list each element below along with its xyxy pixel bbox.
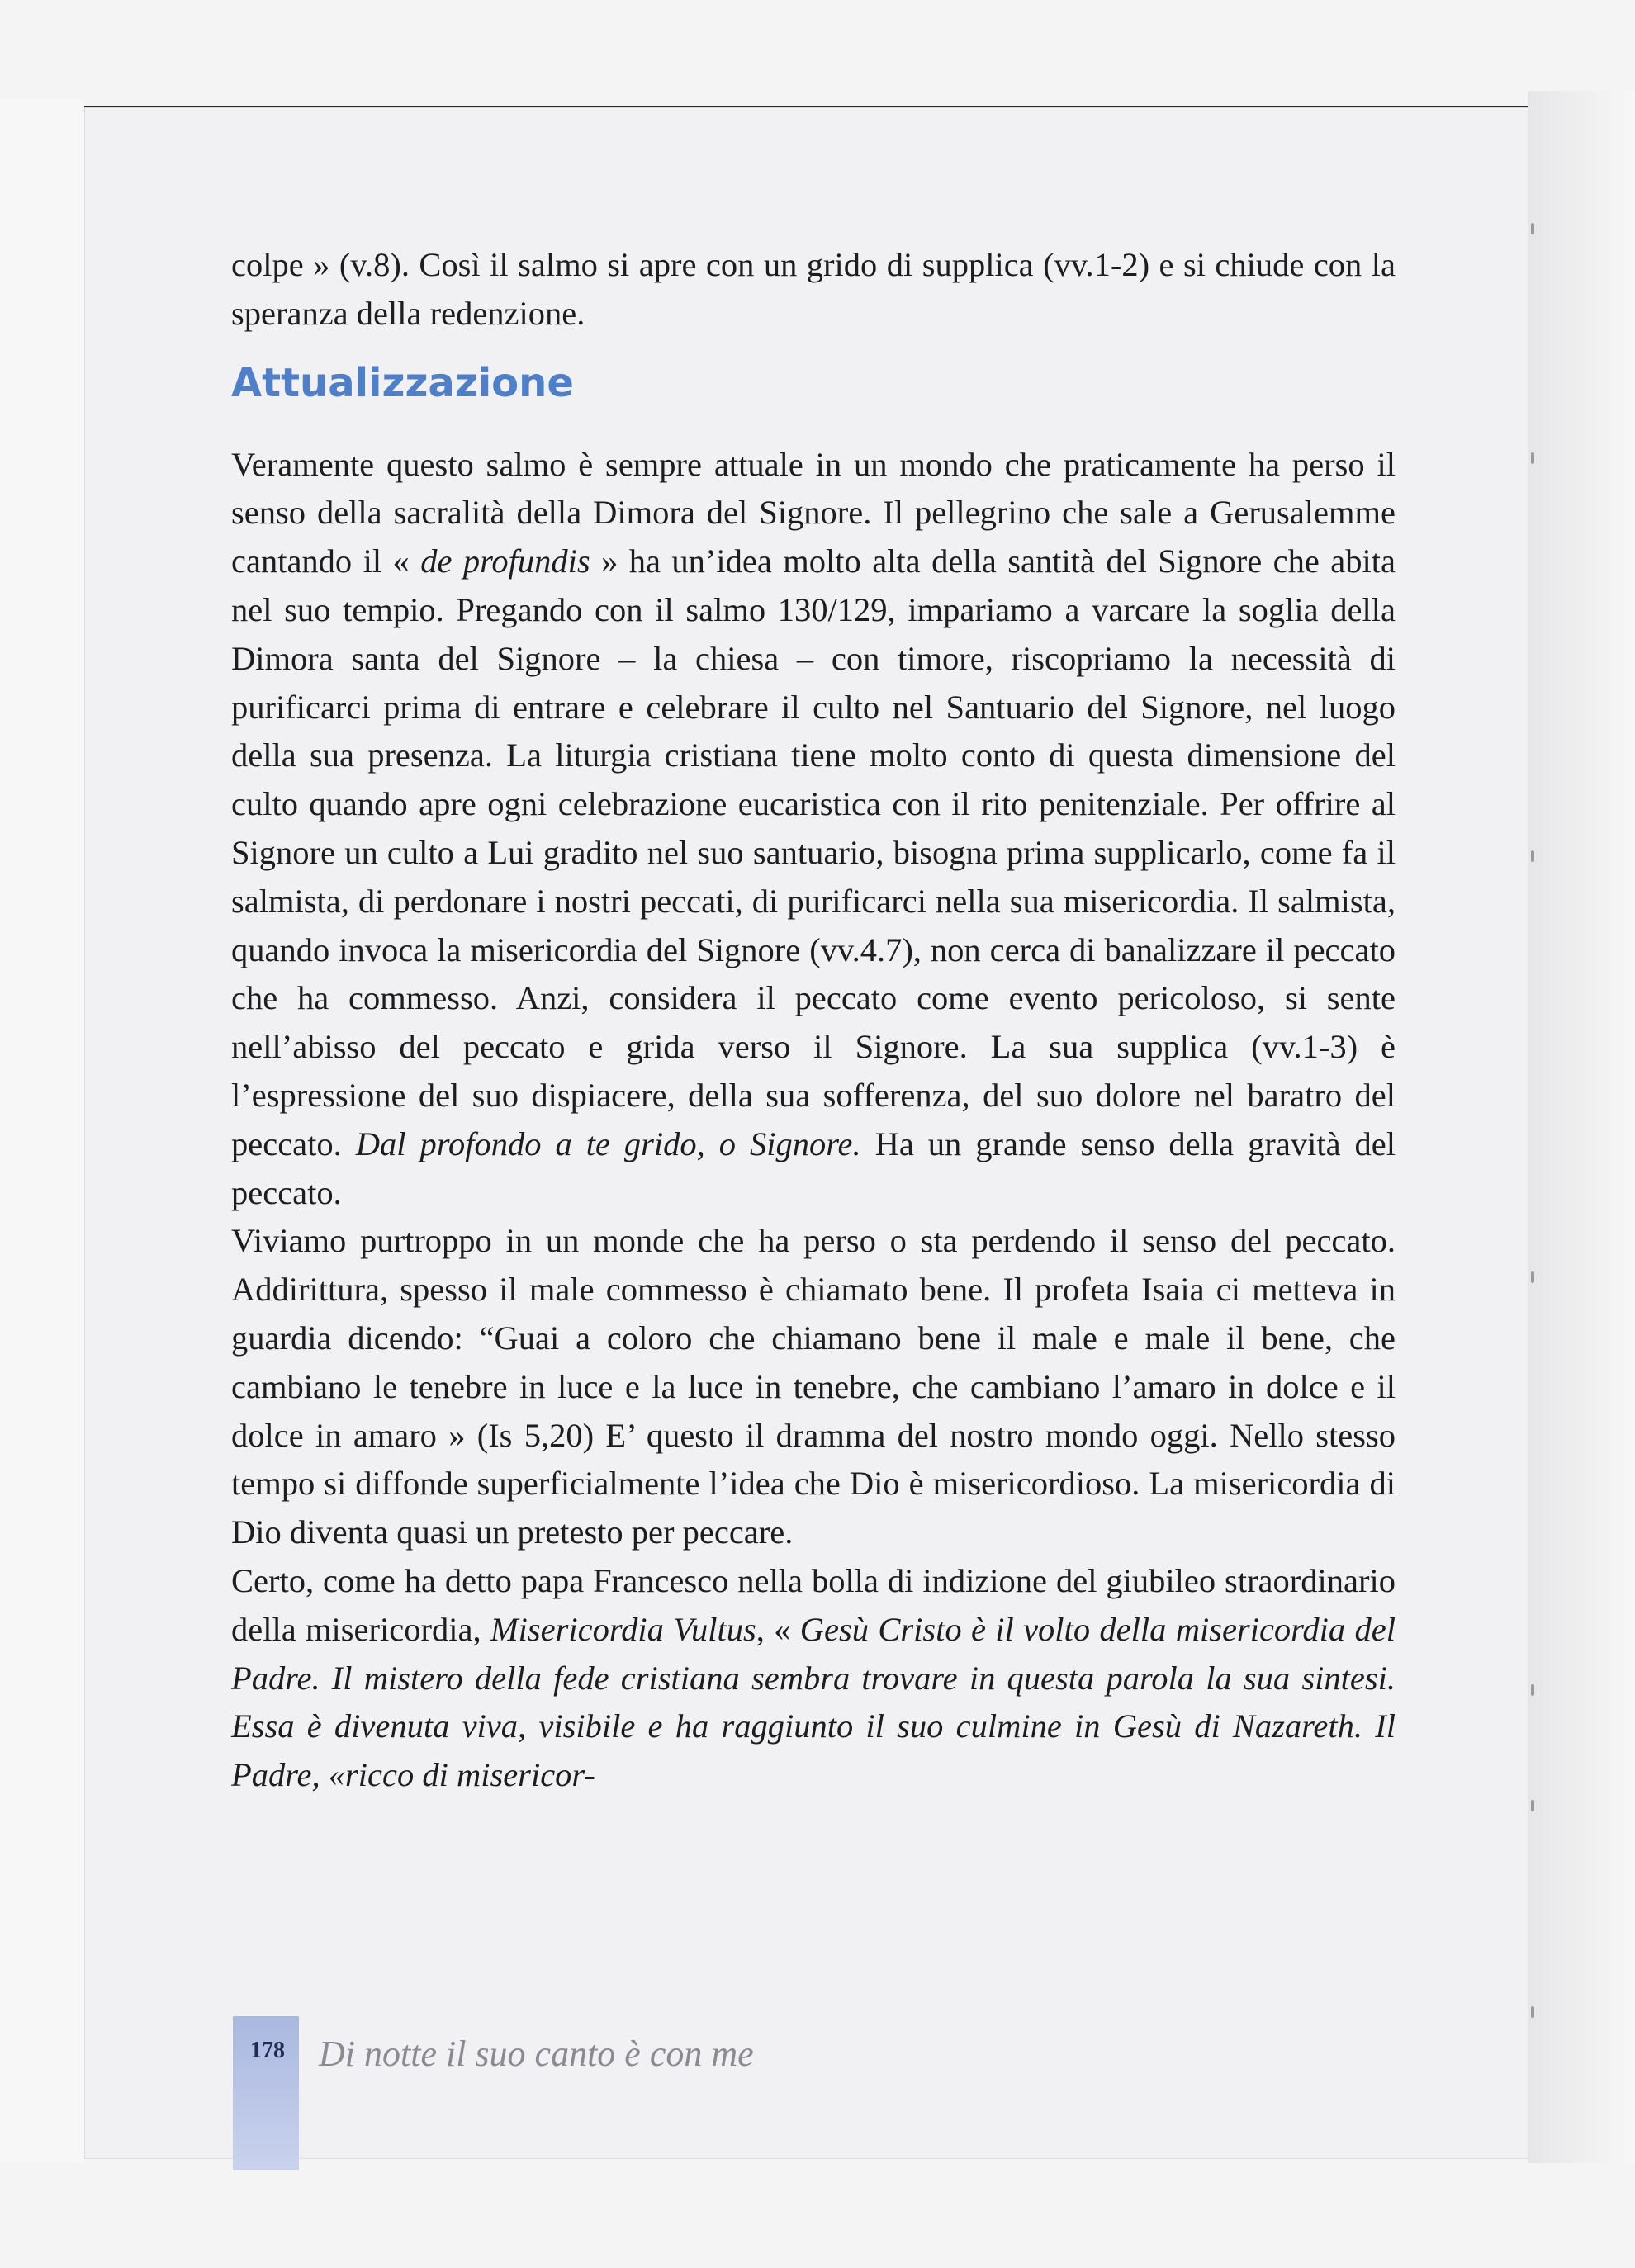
- facing-page-edge: [1528, 91, 1635, 2163]
- page-footer: [233, 2016, 1059, 2082]
- scan-margin-left: [0, 99, 84, 2163]
- body-text: [231, 241, 1396, 1800]
- intro-paragraph: colpe » (v.8). Così il salmo si apre con un grido di supplica (vv.1-2) e si chiude con la speranza della redenzione.: [231, 246, 1396, 332]
- page-number: 178: [250, 2038, 285, 2063]
- paragraph-1: Veramente questo salmo è sempre attuale in un mondo che praticamente ha perso il senso della sacralità della Dimora del Signore. Il pellegrino che sale a Gerusalemme cantando il « de profundis » ha un’idea molto alta della santità del Signore che abita nel suo tempio. Pregando con il salmo 130/129, impariamo a varcare la soglia della Dimora santa del Signore – la chiesa – con timore, riscopriamo la necessità di purificarci prima di entrare e celebrare il culto nel Santuario del Signore, nel luogo della sua presenza. La liturgia cristiana tiene molto conto di questa dimensione del culto quando apre ogni celebrazione eucaristica con il rito penitenziale. Per offrire al Signore un culto a Lui gradito nel suo santuario, bisogna prima supplicarlo, come fa il salmista, di perdonare i nostri peccati, di purificarci nella sua misericordia. Il salmista, quando invoca la misericordia del Signore (vv.4.7), non cerca di banalizzare il peccato che ha commesso. Anzi, considera il peccato come evento pericoloso, si sente nell’abisso del peccato e grida verso il Signore. La sua supplica (vv.1-3) è l’espressione del suo dispiacere, della sua sofferenza, del suo dolore nel baratro del peccato. Dal profondo a te grido, o Signore. Ha un grande senso della gravità del peccato.: [231, 445, 1396, 1211]
- running-title: Di notte il suo canto è con me: [319, 2034, 754, 2074]
- section-heading: Attualizzazione: [231, 359, 574, 406]
- paragraph-3: Certo, come ha detto papa Francesco nella bolla di indizione del giubileo straordinario della misericordia, Misericordia Vultus, « Gesù Cristo è il volto della misericordia del Padre. Il mistero della fede cristiana sembra trovare in questa parola la sua sintesi. Essa è divenuta viva, visibile e ha raggiunto il suo culmine in Gesù di Nazareth. Il Padre, «ricco di misericor-: [231, 1561, 1396, 1794]
- paragraph-2: Viviamo purtroppo in un monde che ha perso o sta perdendo il senso del peccato. Addirittura, spesso il male commesso è chiamato bene. Il profeta Isaia ci metteva in guardia dicendo: “Guai a coloro che chiamano bene il male e male il bene, che cambiano le tenebre in luce e la luce in tenebre, che cambiano l’amaro in dolce e il dolce in amaro » (Is 5,20) E’ questo il dramma del nostro mondo oggi. Nello stesso tempo si diffonde superficialmente l’idea che Dio è misericordioso. La misericordia di Dio diventa quasi un pretesto per peccare.: [231, 1222, 1396, 1551]
